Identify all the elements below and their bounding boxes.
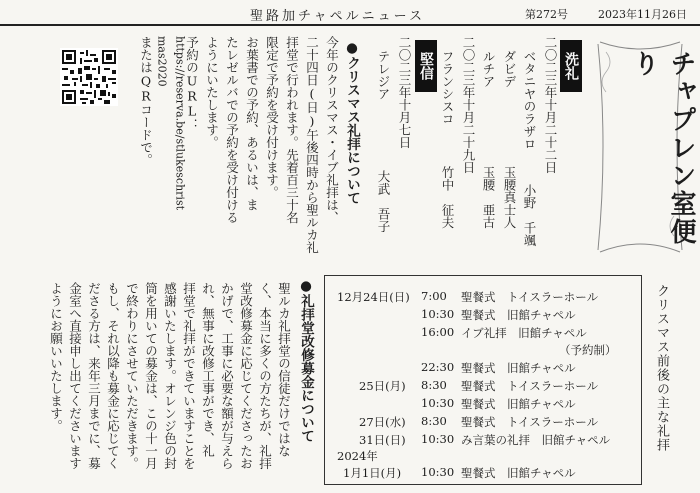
christmas-line: たレゼルバでの予約を受け付ける: [224, 36, 240, 224]
fund-heading: ●礼拝堂改修募金について: [298, 278, 314, 443]
schedule-note: （予約制）: [559, 343, 617, 357]
confirmation-date: 二〇二三年十月七日: [397, 36, 412, 149]
schedule-event: イブ礼拝 旧館チャペル: [461, 326, 587, 340]
schedule-event: 聖餐式 トイスラーホール: [461, 415, 599, 429]
christmas-line: 限定で予約を受け付けます。: [264, 36, 280, 199]
issue-date: 2023年11月26日: [598, 8, 687, 21]
christmas-line: お葉書での予約、あるいは、ま: [244, 36, 260, 211]
schedule-event: 聖餐式 旧館チャペル: [461, 397, 576, 411]
baptism-date-2: 二〇二三年十月二十九日: [461, 36, 476, 174]
schedule-time: 22:30: [421, 360, 455, 374]
schedule-caption: クリスマス前後の主な礼拝: [654, 284, 669, 452]
fund-line: れ、無事に改修工事ができ、礼: [200, 282, 216, 457]
schedule-time: 10:30: [421, 465, 455, 479]
fund-line: 筒を用いての募金は、この十一月: [143, 282, 159, 470]
worship-schedule: [324, 275, 642, 485]
baptism-name-3: ルチア: [481, 50, 496, 88]
schedule-time: 16:00: [421, 325, 455, 339]
schedule-date: 25日(月): [359, 379, 406, 393]
schedule-event: み言葉の礼拝 旧館チャペル: [461, 433, 611, 447]
confirmation-christian-name: テレジア: [376, 50, 391, 100]
fund-line: 聖ルカ礼拝堂の信徒だけではな: [276, 282, 292, 457]
schedule-event: 聖餐式 トイスラーホール: [461, 290, 599, 304]
christmas-heading: ●クリスマス礼拝について: [344, 40, 360, 205]
schedule-date: 31日(日): [359, 433, 406, 447]
baptism-badge: 洗礼: [560, 40, 582, 92]
schedule-date: 27日(水): [359, 415, 406, 429]
fund-line: ようにお願いいたします。: [48, 282, 64, 432]
christmas-line: 予約のURL：: [184, 36, 200, 131]
schedule-time: 10:30: [421, 396, 455, 410]
baptism-person-3: 玉腰 亜古: [481, 166, 496, 229]
issue-number: 第272号: [525, 8, 568, 21]
baptism-name-2: ダビデ: [502, 50, 517, 88]
fund-line: く、本当に多くの方たちが、礼拝: [257, 282, 273, 470]
fund-line: 感謝いたします。オレンジ色の封: [162, 282, 178, 470]
banner-title: チャプレン室便り: [629, 50, 696, 246]
reservation-qr-icon[interactable]: [60, 48, 118, 106]
schedule-time: 10:30: [421, 307, 455, 321]
fund-line: ださる方は、来年三月までに、募: [86, 282, 102, 470]
christmas-line: 今年のクリスマス・イブ礼拝は、: [324, 36, 340, 224]
chaplain-banner: [592, 36, 696, 258]
christmas-line: 拝堂で行われます。先着百三十名: [284, 36, 300, 224]
fund-line: かげで、工事に必要な額が与えら: [219, 282, 235, 470]
reservation-url[interactable]: https://reserva.be/stlukeschrist: [173, 36, 187, 211]
christmas-line: ようにいたします。: [204, 36, 220, 149]
baptism-name-4: フランシスコ: [440, 50, 455, 125]
fund-line: 拝堂で礼拝ができていますことを: [181, 282, 197, 470]
baptism-person-2: 玉腰真士人: [502, 166, 517, 229]
schedule-time: 8:30: [421, 414, 447, 428]
baptism-person-1: 小野 千颯: [522, 184, 537, 247]
baptism-person-4: 竹中 征夫: [440, 166, 455, 229]
fund-line: で終わりにさせていただきます。: [124, 282, 140, 470]
newsletter-title: 聖路加チャペルニュース: [250, 9, 425, 24]
schedule-event: 聖餐式 旧館チャペル: [461, 466, 576, 480]
fund-line: もし、それ以降も募金に応じてく: [105, 282, 121, 470]
confirmation-person: 大武 吾子: [376, 170, 391, 233]
baptism-name-1: ベタニヤのラザロ: [522, 50, 537, 150]
fund-line: 金室へ直接申し出てくださいます: [67, 282, 83, 470]
schedule-time: 10:30: [421, 432, 455, 446]
schedule-event: 聖餐式 旧館チャペル: [461, 361, 576, 375]
schedule-year: 2024年: [337, 449, 378, 463]
confirmation-badge: 堅信: [415, 40, 437, 92]
fund-line: 堂改修募金に応じてくださったお: [238, 282, 254, 470]
christmas-line: 二十四日(日)午後四時から聖ルカ礼: [304, 36, 320, 254]
reservation-url-tail: mas2020: [155, 36, 169, 87]
schedule-date: 12月24日(日): [337, 290, 410, 304]
schedule-time: 8:30: [421, 378, 447, 392]
schedule-event: 聖餐式 旧館チャペル: [461, 308, 576, 322]
schedule-event: 聖餐式 トイスラーホール: [461, 379, 599, 393]
schedule-date: 1月1日(月): [343, 466, 402, 480]
christmas-line: またはQRコードで。: [138, 36, 154, 166]
header-rule: [0, 24, 700, 26]
schedule-time: 7:00: [421, 289, 447, 303]
baptism-date-1: 二〇二三年十月二十二日: [543, 36, 558, 174]
